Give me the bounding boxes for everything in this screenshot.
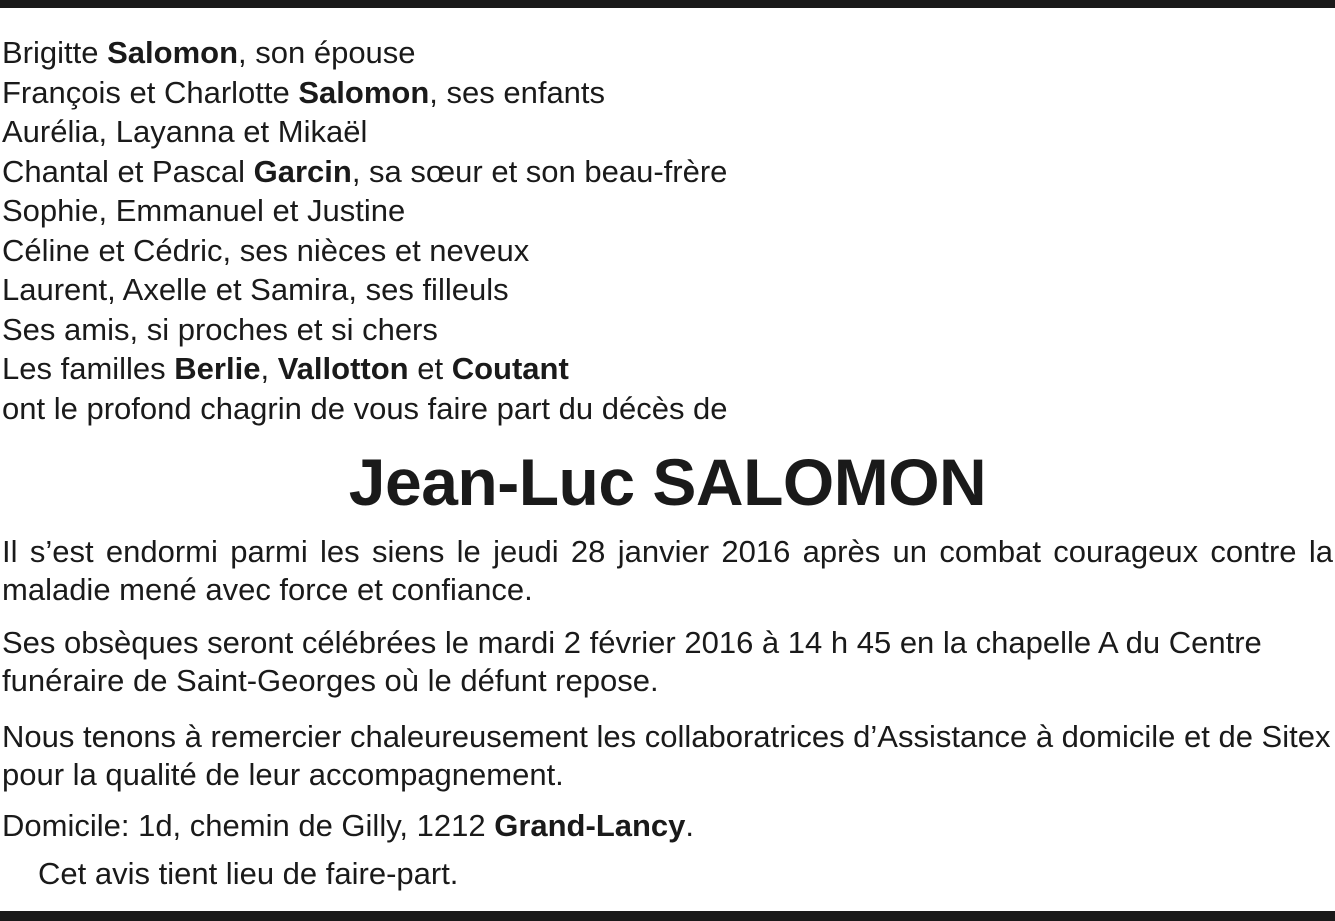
domicile-town: Grand-Lancy bbox=[494, 808, 686, 843]
thanks-paragraph: Nous tenons à remercier chaleureusement les collaboratrices d’Assistance à domicile et de Sitex pour la qualité de leur accompagnement. bbox=[2, 719, 1331, 792]
family-text: Sophie, Emmanuel et Justine bbox=[2, 193, 406, 228]
closing-line: Cet avis tient lieu de faire-part. bbox=[38, 856, 459, 891]
family-line bbox=[2, 389, 1332, 429]
family-text: , bbox=[260, 351, 278, 386]
family-line bbox=[2, 310, 1332, 350]
family-text: ont le profond chagrin de vous faire part du décès de bbox=[2, 390, 728, 426]
bottom-rule bbox=[0, 911, 1335, 921]
family-text: Brigitte bbox=[2, 35, 108, 70]
family-name-bold: Garcin bbox=[253, 153, 352, 189]
family-line bbox=[2, 191, 1332, 231]
family-text: Céline et Cédric, ses nièces et neveux bbox=[2, 232, 530, 268]
family-line bbox=[2, 112, 1332, 152]
family-line bbox=[2, 152, 1332, 192]
family-name-bold: Salomon bbox=[298, 74, 430, 110]
family-name-bold: Vallotton bbox=[277, 351, 409, 386]
family-line bbox=[2, 33, 1332, 73]
family-name-bold: Berlie bbox=[174, 351, 261, 386]
family-text: Les familles bbox=[2, 351, 175, 386]
family-list bbox=[2, 33, 1332, 428]
domicile-line bbox=[2, 807, 1333, 845]
family-line bbox=[2, 231, 1332, 271]
domicile-label: Domicile: 1d, chemin de Gilly, 1212 bbox=[2, 808, 495, 843]
domicile-end: . bbox=[685, 808, 695, 843]
top-rule bbox=[0, 0, 1335, 8]
deceased-name: Jean-Luc SALOMON bbox=[348, 445, 987, 519]
family-line bbox=[2, 270, 1332, 310]
family-text: et bbox=[408, 351, 452, 386]
family-name-bold: Salomon bbox=[107, 35, 239, 70]
family-text: Ses amis, si proches et si chers bbox=[2, 311, 438, 347]
family-text: , sa sœur et son beau-frère bbox=[351, 153, 728, 189]
passing-paragraph: Il s’est endormi parmi les siens le jeudi 28 janvier 2016 après un combat courageux contre la maladie mené avec force et confiance. bbox=[2, 534, 1333, 607]
family-text: , son épouse bbox=[238, 35, 416, 70]
family-text: Chantal et Pascal bbox=[2, 153, 254, 189]
family-line bbox=[2, 73, 1332, 113]
family-text: , ses enfants bbox=[429, 74, 606, 110]
family-line bbox=[2, 349, 1332, 389]
family-name-bold: Coutant bbox=[451, 351, 569, 386]
funeral-paragraph: Ses obsèques seront célébrées le mardi 2 février 2016 à 14 h 45 en la chapelle A du Centre funéraire de Saint-Georges où le défunt repose. bbox=[2, 625, 1262, 698]
family-text: Aurélia, Layanna et Mikaël bbox=[2, 114, 368, 149]
family-text: Laurent, Axelle et Samira, ses filleuls bbox=[2, 272, 509, 307]
family-text: François et Charlotte bbox=[2, 74, 299, 110]
